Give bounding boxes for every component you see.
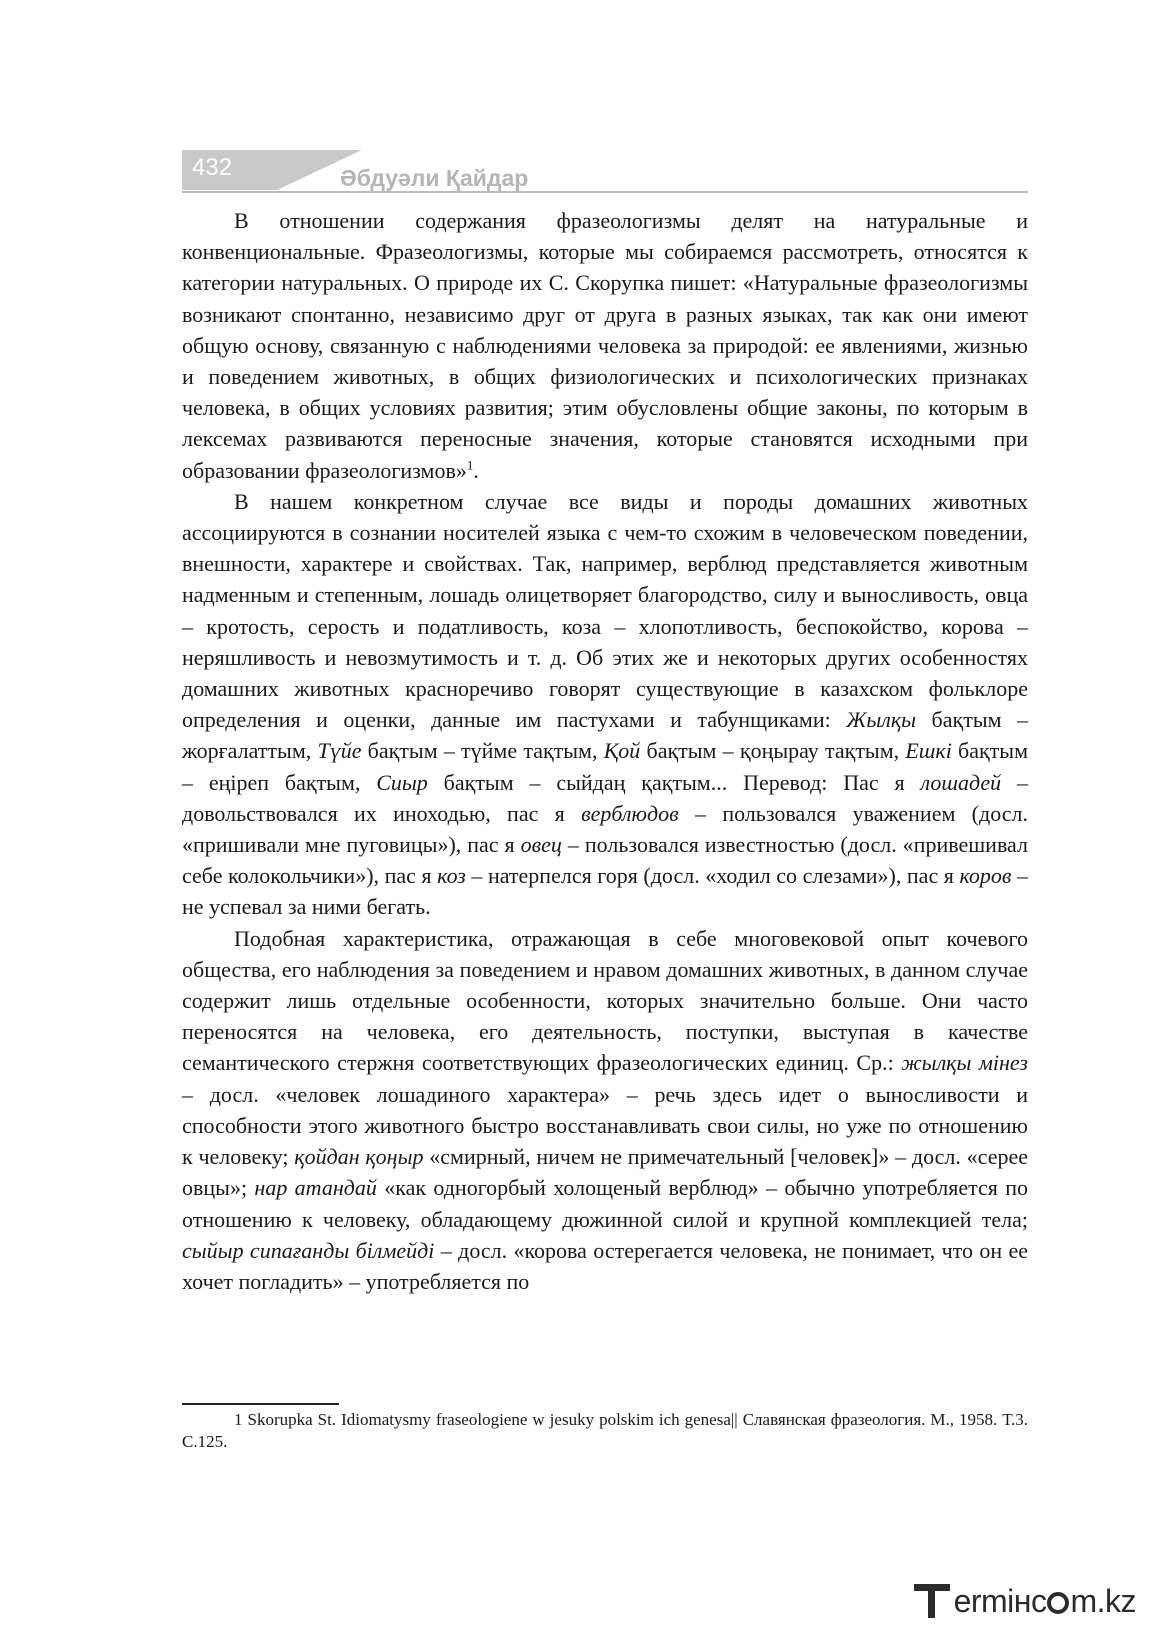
header-rule [182, 191, 1028, 193]
logo-o-icon [1047, 1592, 1069, 1614]
running-header [182, 150, 1028, 196]
page-number: 432 [192, 154, 233, 181]
paragraph-1: В отношении содержания фразеологизмы делят на натуральные и конвенциональные. Фразеологизмы, которые мы собираемся рассмотреть, относятся к категории натуральных. О природе их С. Скорупка пишет: «Натуральные фразеологизмы возникают спонтанно, независимо друг от друга в разных языках, так как они имеют общую основу, связанную с наблюдениями человека за природой: ее явлениями, жизнью и поведением животных, в общих физиологических и психологических признаках человека, в общих условиях развития; этим обусловлены общие законы, по которым в лексемах развиваются переносные значения, которые становятся исходными при образовании фразеологизмов»$^1$. [182, 208, 1028, 483]
termincom-watermark-logo [914, 1577, 1136, 1625]
running-header-author: Әбдуәли Қайдар [340, 165, 529, 191]
paragraph-2: В нашем конкретном случае все виды и породы домашних животных ассоциируются в сознании носителей языка с чем-то схожим в человеческом поведении, внешности, характере и свойствах. Так, например, верблюд представляется животным надменным и степенным, лошадь олицетворяет благородство, силу и выносливость, овца – кротость, серость и податливость, коза – хлопотливость, беспокойство, корова – неряшливость и невозмутимость и т. д. Об этих же и некоторых других особенностях домашних животных красноречиво говорят существующие в казахском фольклоре определения и оценки, данные им пастухами и табунщиками: Жылқы бақтым – жорғалаттым, Түйе бақтым – түйме тақтым, Қой бақтым – қоңырау тақтым, Ешкі бақтым – еңіреп бақтым, Сиыр бақтым – сыйдаң қақтым... Перевод: Пас я лошадей – довольствовался их иноходью, пас я верблюдов – пользовался уважением (досл. «пришивали мне пуговицы»), пас я овец – пользовался известностью (досл. «привешивал себе колокольчики»), пас я коз – натерпелся горя (досл. «ходил со слезами»), пас я коров – не успевал за ними бегать. [182, 488, 1029, 920]
paragraph-3: Подобная характеристика, отражающая в себе многовековой опыт кочевого общества, его наблюдения за поведением и нравом домашних животных, в данном случае содержит лишь отдельные особенности, которых значительно больше. Они часто переносятся на человека, его деятельность, поступки, выступая в качестве семантического стержня соответствующих фразеологических единиц. Ср.: жылқы мінез – досл. «человек лошадиного характера» – речь здесь идет о выносливости и способности этого животного быстро восстанавливать свои силы, но уже по отношению к человеку; қойдан қоңыр «смирный, ничем не примечательный [человек]» – досл. «серее овцы»; нар атандай «как одногорбый холощеный верблюд» – обычно употребляется по отношению к человеку, обладающему дюжинной силой и крупной комплекцией тела; сыйыр сипағанды білмейді – досл. «корова остерегается человека, не понимает, что он ее хочет погладить» – употребляется по [182, 925, 1028, 1294]
footnote-ref[interactable]: 1 [466, 457, 474, 473]
logo-text-part2: m.kz [1070, 1582, 1136, 1619]
main-text [182, 205, 1028, 1297]
footnote-rule [182, 1403, 339, 1405]
footnote-text: 1 Skorupka St. Idiomatysmy fraseologiene w jesuky polskim ich genesa|| Славянская фразеология. М., 1958. Т.3. С.125. [182, 1410, 1028, 1451]
footnote [182, 1409, 1028, 1453]
logo-text-part1: ermінc [953, 1582, 1047, 1619]
logo-t-icon [914, 1580, 952, 1622]
page-number-tab [182, 150, 277, 190]
